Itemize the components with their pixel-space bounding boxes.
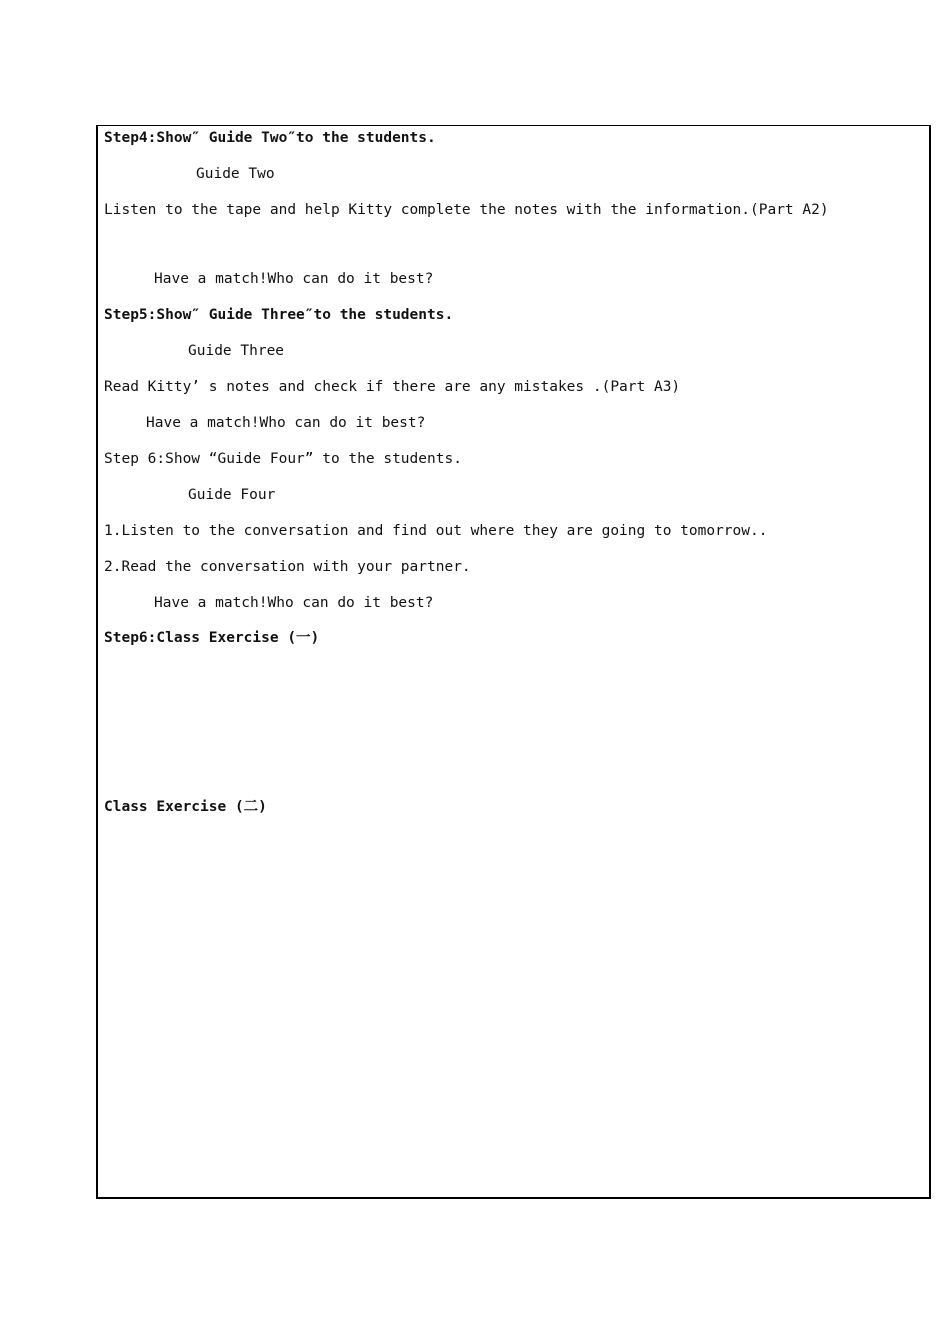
step6-show-heading: Step 6:Show “Guide Four” to the students. — [104, 451, 462, 467]
guide-four-title: Guide Four — [188, 487, 276, 503]
class-exercise-2-heading: Class Exercise (二) — [104, 799, 267, 815]
step6-class-exercise-heading: Step6:Class Exercise (一) — [104, 630, 320, 646]
listen-tape-instruction: Listen to the tape and help Kitty complete the notes with the information.(Part A2) — [104, 202, 829, 218]
step4-heading: Step4:Show″ Guide Two″to the students. — [104, 130, 436, 146]
guide-three-title: Guide Three — [188, 343, 285, 359]
list-item-2: 2.Read the conversation with your partner. — [104, 559, 471, 575]
guide-two-title: Guide Two — [196, 166, 275, 182]
list-item-1: 1.Listen to the conversation and find out where they are going to tomorrow.. — [104, 523, 768, 539]
read-notes-instruction: Read Kitty’ s notes and check if there are any mistakes .(Part A3) — [104, 379, 681, 395]
match-prompt-3: Have a match!Who can do it best? — [154, 595, 434, 611]
match-prompt-1: Have a match!Who can do it best? — [154, 271, 434, 287]
step5-heading: Step5:Show″ Guide Three″to the students. — [104, 307, 454, 323]
match-prompt-2: Have a match!Who can do it best? — [146, 415, 426, 431]
